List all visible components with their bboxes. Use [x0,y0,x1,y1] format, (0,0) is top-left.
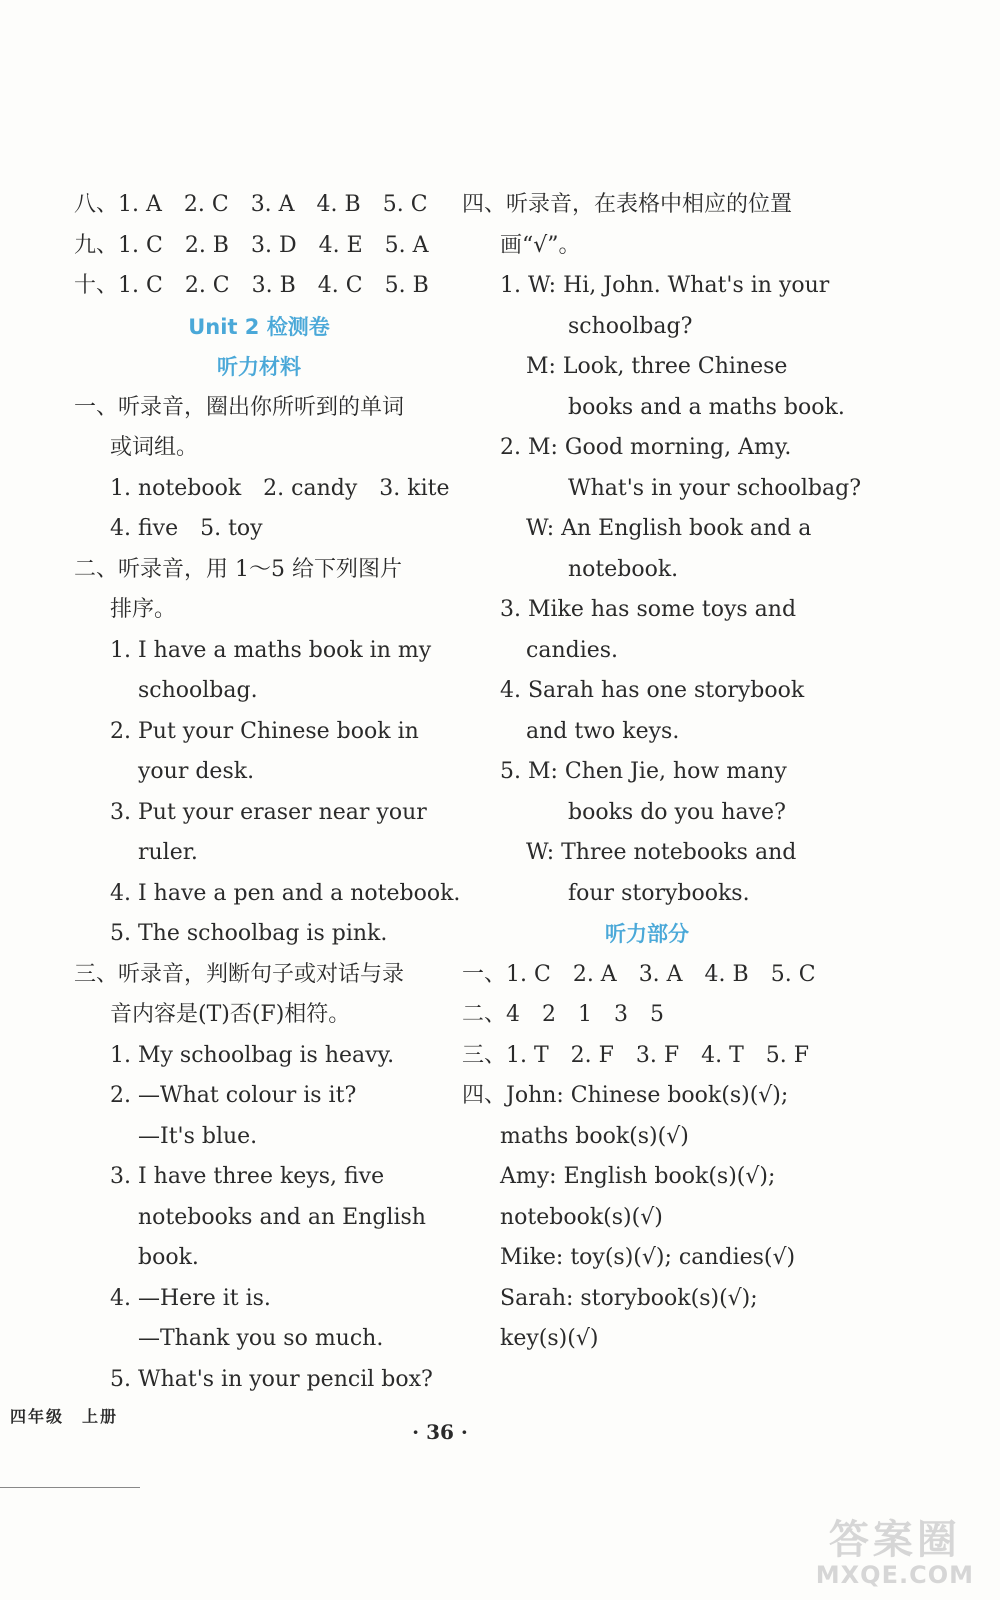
watermark-text-cn: 答案圈 [828,1517,961,1563]
question-4-item-cont: schoolbag? [568,313,693,339]
question-4-item-cont: candies. [526,637,619,663]
question-1-item: 4. five 5. toy [110,516,263,541]
question-2-item: 1. I have a maths book in my [110,637,432,663]
page-number: · 36 · [412,1420,468,1444]
question-2-heading-cont: 排序。 [110,597,177,622]
question-3-item-cont: —It's blue. [138,1123,258,1149]
question-3-heading-cont: 音内容是(T)否(F)相符。 [110,1002,351,1027]
question-4-item: 5. M: Chen Jie, how many [500,759,787,784]
question-1-heading: 一、听录音，圈出你所听到的单词 [74,394,405,420]
question-4-item-cont: books do you have? [568,799,786,825]
question-4-heading: 四、听录音，在表格中相应的位置 [462,192,793,217]
answer-line: 二、4 2 1 3 5 [462,1002,664,1027]
question-4-item: 2. M: Good morning, Amy. [500,435,792,460]
answer-section-title: 听力部分 [605,922,689,946]
answer-line-cont: Sarah: storybook(s)(√); [500,1285,758,1311]
answer-line-10: 十、1. C 2. C 3. B 4. C 5. B [74,273,429,298]
answer-line-cont: maths book(s)(√) [500,1123,689,1149]
question-4-item-speaker: W: Three notebooks and [526,840,797,865]
answer-line-cont: notebook(s)(√) [500,1204,663,1230]
answer-line: 三、1. T 2. F 3. F 4. T 5. F [462,1042,810,1068]
question-2-item: 5. The schoolbag is pink. [110,921,388,946]
question-3-item: 2. —What colour is it? [110,1083,357,1108]
answer-line: 四、John: Chinese book(s)(√); [462,1083,789,1108]
watermark-text-en: MXQE.COM [815,1561,974,1589]
answer-line-cont: Mike: toy(s)(√); candies(√) [500,1245,796,1270]
question-3-item: 4. —Here it is. [110,1285,271,1311]
answer-line-9: 九、1. C 2. B 3. D 4. E 5. A [74,232,429,258]
question-4-item-cont: notebook. [568,556,679,582]
watermark-logo [816,1508,974,1589]
question-4-item: 4. Sarah has one storybook [500,678,805,703]
question-2-item-cont: ruler. [138,840,198,865]
question-2-item: 3. Put your eraser near your [110,799,427,825]
section-title: 听力材料 [217,355,301,379]
question-4-item-speaker: W: An English book and a [526,516,812,541]
question-3-item: 1. My schoolbag is heavy. [110,1042,395,1068]
answer-line-8: 八、1. A 2. C 3. A 4. B 5. C [74,192,428,217]
answer-line: 一、1. C 2. A 3. A 4. B 5. C [462,961,816,987]
right-column [462,185,862,1360]
question-4-item-cont: four storybooks. [568,880,750,906]
question-2-item-cont: schoolbag. [138,678,258,703]
grade-label: 四年级 上册 [10,1407,119,1426]
unit-title: Unit 2 检测卷 [188,314,330,339]
question-3-item-cont: book. [138,1245,199,1270]
question-2-item: 4. I have a pen and a notebook. [110,880,461,906]
question-3-heading: 三、听录音，判断句子或对话与录 [74,961,405,987]
question-4-item: 1. W: Hi, John. What's in your [500,273,830,298]
answer-line-cont: key(s)(√) [500,1326,599,1351]
question-4-item-speaker: M: Look, three Chinese [526,354,788,379]
question-1-heading-cont: 或词组。 [110,435,199,460]
question-4-item-cont: and two keys. [526,718,680,744]
question-3-item-cont: notebooks and an English [138,1204,426,1230]
question-3-item: 5. What's in your pencil box? [110,1366,433,1392]
question-3-item-cont: —Thank you so much. [138,1326,384,1351]
question-4-heading-cont: 画“√”。 [500,232,581,258]
question-1-item: 1. notebook 2. candy 3. kite [110,475,450,501]
question-2-item: 2. Put your Chinese book in [110,718,419,744]
question-2-heading: 二、听录音，用 1～5 给下列图片 [74,556,402,582]
question-4-item: 3. Mike has some toys and [500,597,797,622]
question-4-item-cont: books and a maths book. [568,394,845,420]
left-column [74,185,461,1400]
question-2-item-cont: your desk. [138,759,255,784]
question-4-item-cont: What's in your schoolbag? [568,475,862,501]
answer-line-cont: Amy: English book(s)(√); [500,1164,776,1189]
question-3-item: 3. I have three keys, five [110,1164,385,1189]
footer-rule [0,1487,140,1488]
